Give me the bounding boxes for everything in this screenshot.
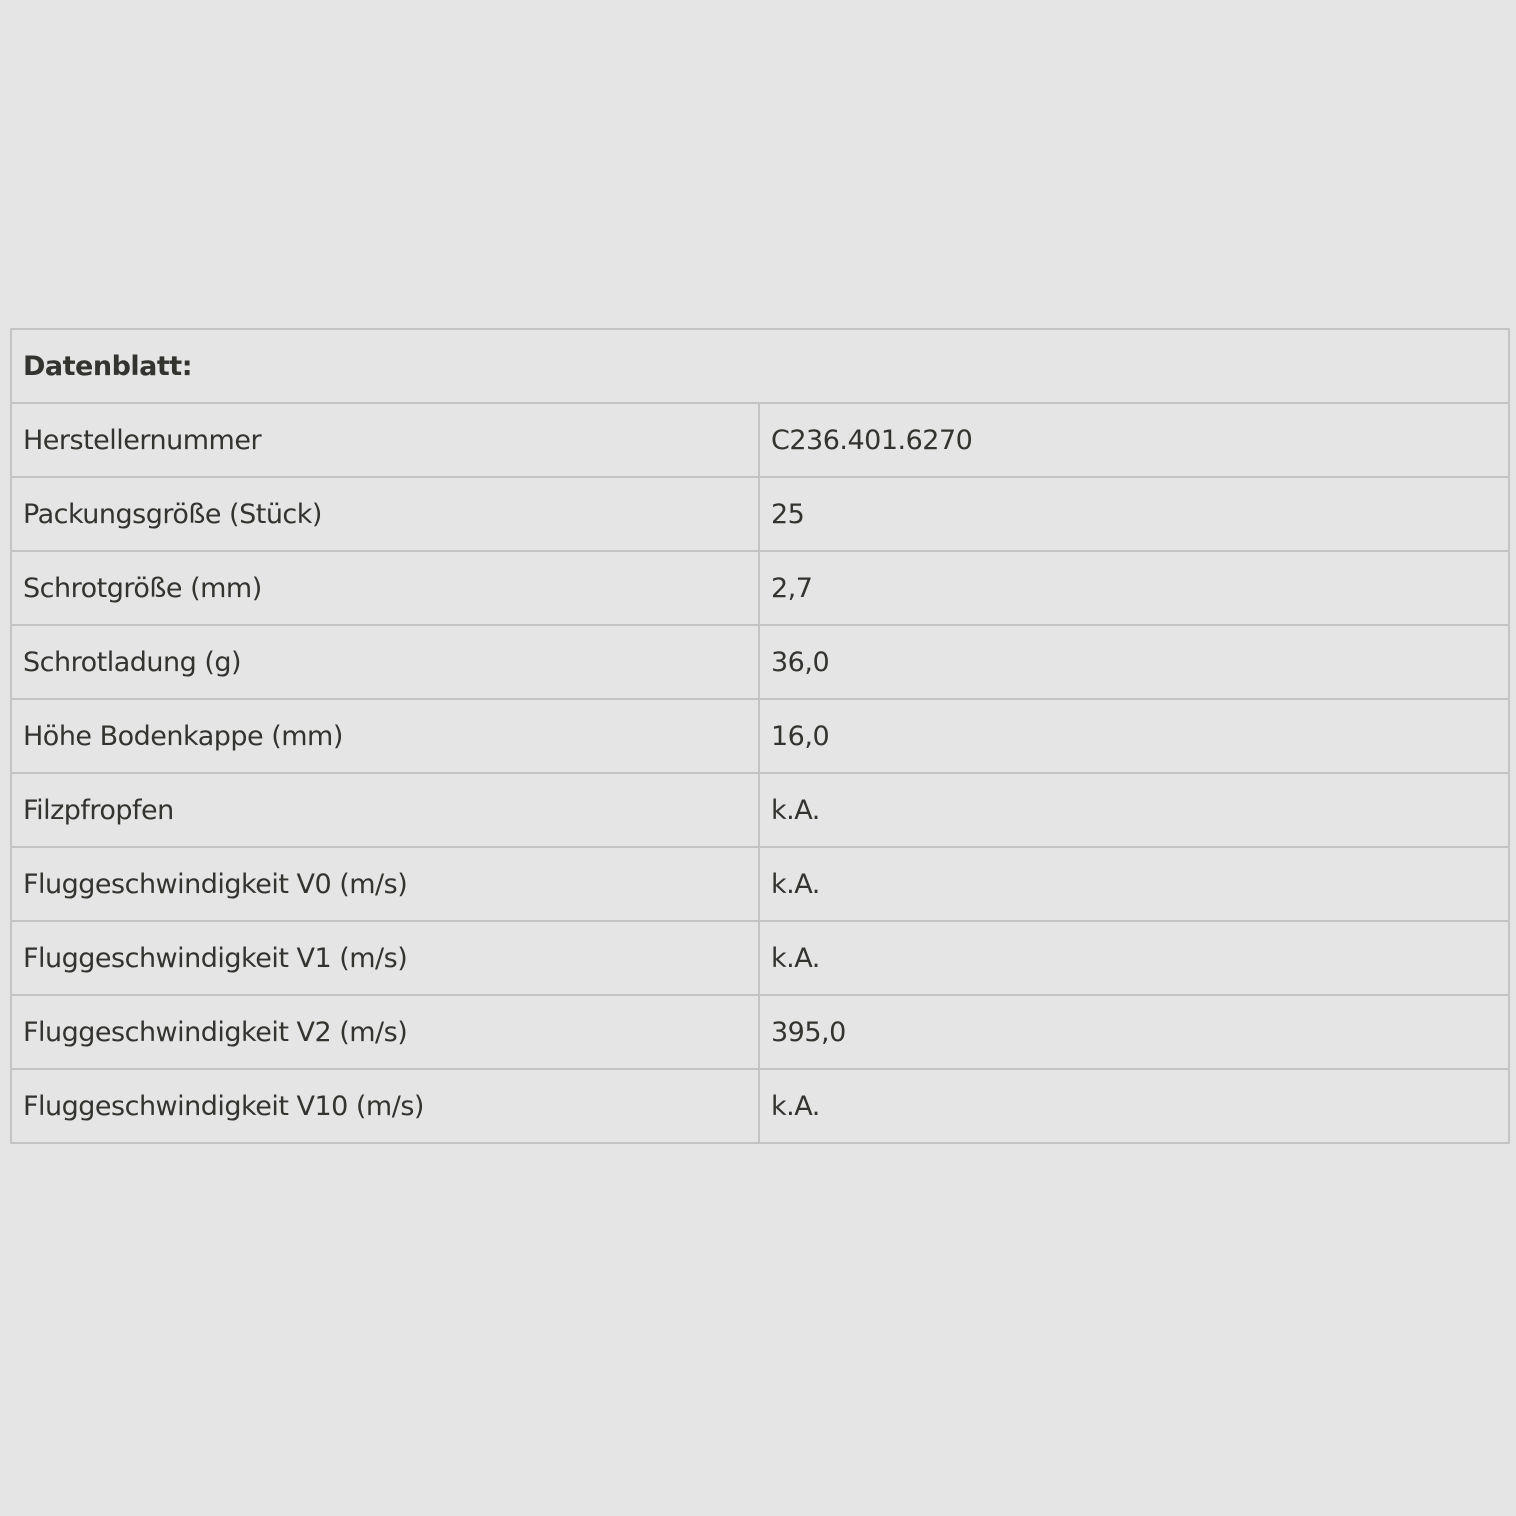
table-row [11,1069,1509,1143]
table-row [11,699,1509,773]
row-value [759,551,1509,625]
value-text: k.A. [771,868,820,900]
table-row [11,773,1509,847]
row-label [11,477,759,551]
table-row [11,625,1509,699]
datasheet-table [10,328,1510,1144]
value-text: C236.401.6270 [771,424,973,456]
table-row [11,995,1509,1069]
row-value [759,403,1509,477]
table-row [11,551,1509,625]
row-value [759,477,1509,551]
label-text: Fluggeschwindigkeit V1 (m/s) [23,942,408,974]
value-text: k.A. [771,1090,820,1122]
row-value [759,847,1509,921]
table-row [11,403,1509,477]
label-text: Packungsgröße (Stück) [23,498,322,530]
label-text: Höhe Bodenkappe (mm) [23,720,343,752]
row-label [11,1069,759,1143]
row-label [11,403,759,477]
value-text: 25 [771,498,805,530]
label-text: Fluggeschwindigkeit V2 (m/s) [23,1016,408,1048]
datasheet-container [10,328,1508,1144]
row-value [759,921,1509,995]
row-value [759,773,1509,847]
row-value [759,699,1509,773]
value-text: 36,0 [771,646,830,678]
value-text: 16,0 [771,720,830,752]
row-value [759,1069,1509,1143]
row-label [11,995,759,1069]
value-text: k.A. [771,794,820,826]
label-text: Schrotladung (g) [23,646,242,678]
value-text: k.A. [771,942,820,974]
row-label [11,847,759,921]
table-row [11,477,1509,551]
table-header-row [11,329,1509,403]
label-text: Fluggeschwindigkeit V10 (m/s) [23,1090,424,1122]
value-text: 395,0 [771,1016,846,1048]
table-row [11,847,1509,921]
row-label [11,625,759,699]
value-text: 2,7 [771,572,813,604]
label-text: Filzpfropfen [23,794,174,826]
row-label [11,551,759,625]
datasheet-title [11,329,1509,403]
row-value [759,625,1509,699]
row-label [11,921,759,995]
datasheet-title-text: Datenblatt: [23,350,192,382]
label-text: Schrotgröße (mm) [23,572,262,604]
label-text: Fluggeschwindigkeit V0 (m/s) [23,868,408,900]
row-label [11,699,759,773]
label-text: Herstellernummer [23,424,262,456]
table-row [11,921,1509,995]
row-label [11,773,759,847]
row-value [759,995,1509,1069]
